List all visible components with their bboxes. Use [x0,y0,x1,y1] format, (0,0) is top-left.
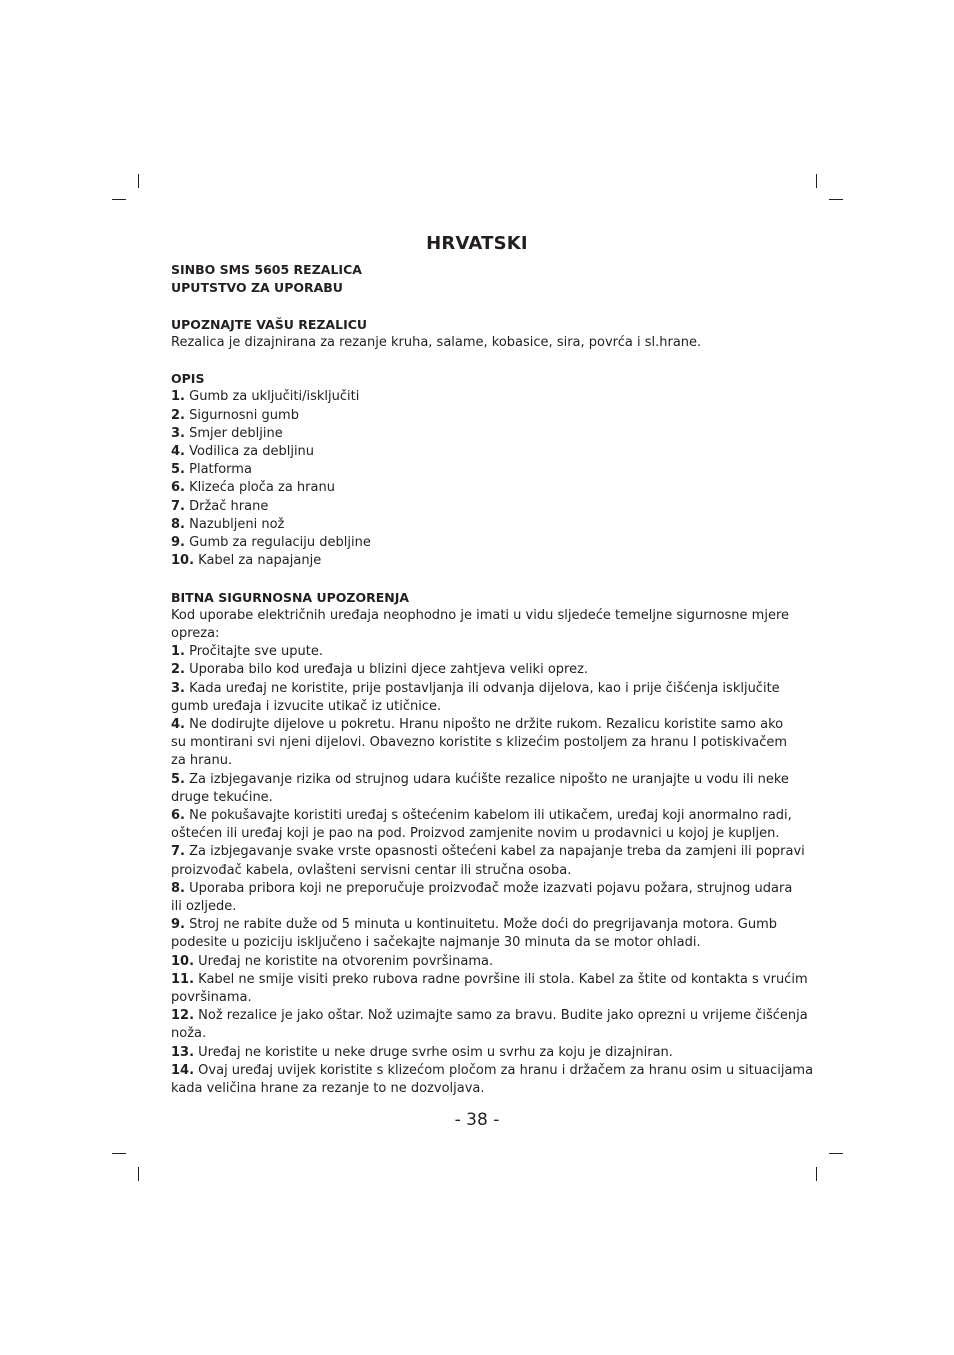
item-number: 4. [171,717,185,733]
description-item [171,498,785,516]
safety-item-continuation [171,789,785,807]
crop-mark-top-right-horizontal [829,199,843,200]
item-number: 1. [171,644,185,660]
item-text: Stroj ne rabite duže od 5 minuta u kontinuitetu. Može doći do pregrijavanja motora. Gumb [189,917,778,933]
safety-item-continuation [171,862,785,880]
description-item [171,534,785,552]
item-number: 7. [171,498,185,514]
item-text: Platforma [189,462,252,478]
manual-content [171,261,814,1098]
item-number: 3. [171,425,185,441]
item-number: 5. [171,771,185,787]
item-number: 3. [171,680,185,696]
description-item [171,516,785,534]
item-text: Gumb za regulaciju debljine [189,535,371,551]
spacer [171,352,785,370]
safety-item [171,807,792,825]
item-text: ili ozljede. [171,899,237,915]
crop-mark-bottom-left-vertical [138,1167,139,1181]
safety-item [171,661,785,679]
item-number: 14. [171,1062,195,1078]
item-number: 13. [171,1044,195,1060]
item-number: 11. [171,971,195,987]
item-number: 2. [171,407,185,423]
item-text: Za izbjegavanje rizika od strujnog udara kućište rezalice nipošto ne uranjajte u vodu ili neke [189,771,789,787]
item-text: proizvođač kabela, ovlašteni servisni centar ili stručna osoba. [171,862,572,878]
item-text: druge tekućine. [171,789,273,805]
safety-item-continuation [171,934,785,952]
description-item [171,425,785,443]
item-text: Ovaj uređaj uvijek koristite s klizećom pločom za hranu i držačem za hranu osim u situacijama [198,1062,814,1078]
description-item [171,407,785,425]
item-number: 12. [171,1008,195,1024]
safety-item-continuation [171,1025,785,1043]
crop-mark-bottom-left-horizontal [112,1153,126,1154]
item-text: Za izbjegavanje svake vrste opasnosti oštećeni kabel za napajanje treba da zamjeni ili popravi [189,844,805,860]
item-number: 4. [171,444,185,459]
item-number: 9. [171,917,185,933]
item-text: su montirani svi njeni dijelovi. Obavezno koristite s klizećim postoljem za hranu I potiskivačem [171,735,788,751]
safety-item [171,880,793,898]
item-text: podesite u poziciju isključeno i sačekajte najmanje 30 minuta da se motor ohladi. [171,935,701,951]
manual-line: UPUTSTVO ZA UPORABU [171,280,343,296]
safety-item-continuation [171,734,788,752]
item-text: za hranu. [171,753,233,769]
safety-item [171,716,785,734]
safety-intro-line: opreza: [171,626,220,642]
item-text: Uporaba pribora koji ne preporučuje proizvođač može izazvati pojavu požara, strujnog udara [189,880,793,896]
item-text: Kabel za napajanje [198,553,322,569]
item-text: Ne pokušavajte koristiti uređaj s oštećenim kabelom ili utikačem, uređaj koji anormalno radi, [189,808,792,824]
item-number: 10. [171,953,195,969]
safety-item-continuation [171,898,785,916]
item-text: Gumb za uključiti/isključiti [189,389,360,405]
item-text: Ne dodirujte dijelove u pokretu. Hranu nipošto ne držite rukom. Rezalicu koristite samo ako [189,717,784,733]
safety-item [171,1062,814,1080]
item-number: 10. [171,553,195,569]
item-number: 1. [171,389,185,405]
item-text: Vodilica za debljinu [189,444,315,459]
item-text: površinama. [171,990,252,1006]
safety-item [171,971,808,989]
spacer [171,297,785,315]
safety-item-continuation [171,989,785,1007]
safety-item [171,771,789,789]
intro-text: Rezalica je dizajnirana za rezanje kruha, salame, kobasice, sira, povrća i sl.hrane. [171,334,702,350]
description-item [171,461,785,479]
safety-item-continuation [171,752,785,770]
safety-item [171,643,785,661]
item-text: Kabel ne smije visiti preko rubova radne površine ili stola. Kabel za štite od kontakta s vrućim [198,971,808,987]
item-text: Uređaj ne koristite na otvorenim površinama. [198,953,494,969]
item-text: Nazubljeni nož [189,516,285,532]
safety-item [171,843,805,861]
item-text: Smjer debljine [189,425,283,441]
safety-item [171,680,785,698]
item-text: Uporaba bilo kod uređaja u blizini djece zahtjeva veliki oprez. [189,662,589,678]
safety-heading: BITNA SIGURNOSNA UPOZORENJA [171,589,410,605]
description-heading: OPIS [171,371,205,387]
crop-mark-bottom-right-vertical [816,1167,817,1181]
safety-item-continuation [171,698,785,716]
item-text: noža. [171,1026,207,1042]
crop-mark-top-left-vertical [138,174,139,188]
item-number: 8. [171,880,185,896]
crop-mark-top-right-vertical [816,174,817,188]
description-item [171,443,785,461]
description-item [171,552,785,570]
item-text: Kada uređaj ne koristite, prije postavljanja ili odvanja dijelova, kao i prije čišćenja isključite [189,680,780,696]
spacer [171,570,785,588]
page-title: HRVATSKI [426,233,528,254]
safety-item-continuation [171,1080,785,1098]
crop-mark-bottom-right-horizontal [829,1153,843,1154]
item-text: gumb uređaja i izvucite utikač iz utičnice. [171,698,442,714]
safety-item [171,1007,808,1025]
description-item [171,479,785,497]
page-number: - 38 - [454,1110,500,1130]
safety-item [171,953,785,971]
product-line: SINBO SMS 5605 REZALICA [171,262,362,277]
safety-list [171,643,814,1098]
item-text: Pročitajte sve upute. [189,644,323,660]
item-text: Držač hrane [189,498,269,514]
item-number: 5. [171,462,185,478]
safety-intro-line: Kod uporabe električnih uređaja neophodno je imati u vidu sljedeće temeljne sigurnosne mjere [171,607,790,623]
safety-item-continuation [171,825,785,843]
crop-mark-top-left-horizontal [112,199,126,200]
item-number: 9. [171,535,185,551]
safety-item [171,916,785,934]
item-text: Nož rezalice je jako oštar. Nož uzimajte samo za bravu. Budite jako oprezni u vrijeme čišćenja [198,1008,808,1024]
intro-heading: UPOZNAJTE VAŠU REZALICU [171,316,368,332]
item-text: Sigurnosni gumb [189,407,299,423]
item-text: Klizeća ploča za hranu [189,480,335,496]
item-text: oštećen ili uređaj koji je pao na pod. Proizvod zamjenite novim u prodavnici u kojoj je kupljen. [171,826,780,842]
item-text: kada veličina hrane za rezanje to ne dozvoljava. [171,1081,485,1097]
item-number: 8. [171,516,185,532]
item-number: 7. [171,844,185,860]
item-number: 6. [171,480,185,496]
safety-item [171,1044,785,1062]
item-number: 6. [171,808,185,824]
description-item [171,388,785,406]
item-text: Uređaj ne koristite u neke druge svrhe osim u svrhu za koju je dizajniran. [198,1044,673,1060]
item-number: 2. [171,662,185,678]
description-list [171,388,785,570]
